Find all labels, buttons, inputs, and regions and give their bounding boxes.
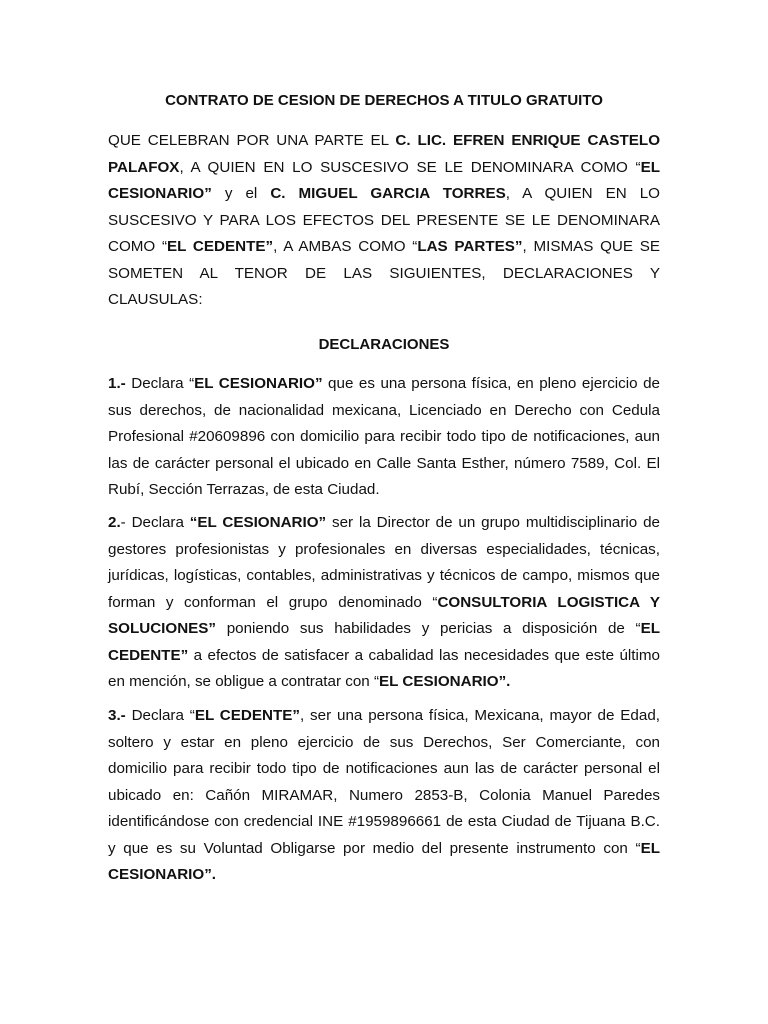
decl1-text-2: que es una persona física, en pleno ejercicio de sus derechos, de nacionalidad mexicana, Licenciado en Derecho con Cedula Profesional #20609896 con domicilio para recibir todo tipo de notificaciones, aun las de carácter personal el ubicado en Calle Santa Esther, número 7589, Col. El Rubí, Sección Terrazas, de esta Ciudad.	[108, 375, 660, 498]
decl2-text-3: poniendo sus habilidades y pericias a disposición de “	[216, 620, 641, 637]
intro-text-2: , A QUIEN EN LO SUSCESIVO SE LE DENOMINARA COMO “	[179, 158, 641, 176]
decl2-bold-4: EL CESIONARIO”.	[379, 673, 511, 690]
declaration-3	[108, 703, 660, 889]
document-title: CONTRATO DE CESION DE DERECHOS A TITULO GRATUITO	[165, 92, 603, 109]
declaration-2-number: 2.	[108, 514, 121, 531]
intro-text-1: QUE CELEBRAN POR UNA PARTE EL	[108, 132, 396, 149]
declaration-2	[108, 510, 660, 696]
decl2-bold-1: “EL CESIONARIO”	[189, 514, 327, 531]
declaration-1	[108, 371, 660, 504]
decl2-bold-2: CONSULTORIA LOGISTICA Y SOLUCIONES”	[108, 593, 660, 637]
decl3-text-2: , ser una persona física, Mexicana, mayor de Edad, soltero y estar en pleno ejercicio de sus Derechos, Ser Comerciante, con domicilio para recibir todo tipo de notificaciones aun las de carácter personal el ubicado en: Cañón MIRAMAR, Numero 2853-B, Colonia Manuel Paredes identificándose con credencial INE #1959896661 de esta Ciudad de Tijuana B.C. y que es su Voluntad Obligarse por medio del presente instrumento con “	[108, 707, 660, 857]
decl1-bold-1: EL CESIONARIO”	[194, 375, 323, 392]
intro-bold-4: EL CEDENTE”	[167, 238, 274, 255]
intro-paragraph	[108, 128, 660, 314]
intro-bold-2: EL CESIONARIO”	[108, 158, 660, 202]
declaration-3-number: 3.-	[108, 707, 126, 724]
section-title: DECLARACIONES	[318, 336, 450, 353]
decl2-text-1: - Declara	[120, 514, 190, 531]
decl2-text-2: ser la Director de un grupo multidisciplinario de gestores profesionistas y profesionales en diversas especialidades, técnicas, jurídicas, logísticas, contables, administrativas y técnicos de campo, mismos que forman y conforman el grupo denominado “	[108, 514, 660, 611]
decl1-text-1: Declara “	[125, 375, 195, 392]
intro-bold-5: LAS PARTES”	[417, 238, 523, 255]
intro-text-5: , A AMBAS COMO “	[273, 238, 418, 255]
intro-text-3: y el	[211, 185, 271, 202]
intro-text-4: , A QUIEN EN LO SUSCESIVO Y PARA LOS EFECTOS DEL PRESENTE SE LE DENOMINARA COMO “	[108, 185, 660, 255]
intro-bold-3: C. MIGUEL GARCIA TORRES	[270, 185, 506, 202]
decl2-text-4: a efectos de satisfacer a cabalidad las necesidades que este último en mención, se obligue a contratar con “	[108, 646, 660, 690]
decl2-bold-3: EL CEDENTE”	[108, 620, 660, 664]
decl3-bold-1: EL CEDENTE”	[194, 707, 300, 724]
intro-bold-1: C. LIC. EFREN ENRIQUE CASTELO PALAFOX	[108, 132, 661, 176]
decl3-bold-2: EL CESIONARIO”.	[108, 839, 660, 883]
intro-text-6: , MISMAS QUE SE SOMETEN AL TENOR DE LAS SIGUIENTES, DECLARACIONES Y CLAUSULAS:	[108, 238, 660, 308]
decl3-text-1: Declara “	[125, 707, 195, 724]
declaration-1-number: 1.-	[108, 375, 126, 392]
